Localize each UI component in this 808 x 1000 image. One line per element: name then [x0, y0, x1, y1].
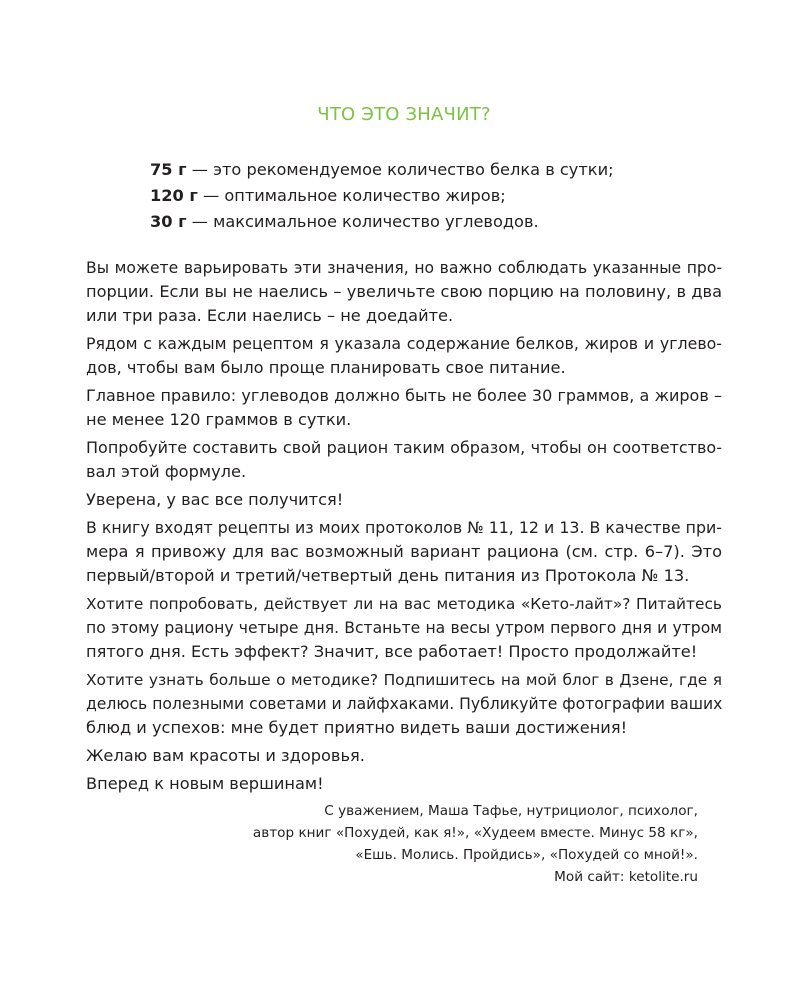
paragraph — [86, 384, 722, 432]
stat-amount: 120 г — [150, 186, 198, 205]
paragraph — [86, 332, 722, 380]
stat-amount: 75 г — [150, 160, 187, 179]
page-heading: ЧТО ЭТО ЗНАЧИТ? — [317, 104, 491, 125]
text-line: Желаю вам красоты и здоровья. — [86, 746, 365, 765]
text-line: Главное правило: углеводов должно быть не более 30 граммов, а жиров – — [86, 386, 722, 405]
text-line: Попробуйте составить свой рацион таким образом, чтобы он соответство- — [86, 438, 722, 457]
text-line: Вперед к новым вершинам! — [86, 774, 324, 793]
stat-protein — [150, 158, 614, 182]
text-line: вал этой формуле. — [86, 462, 247, 481]
signature-line: «Ешь. Молись. Пройдись», «Похудей со мной!». — [355, 847, 698, 863]
text-line: или три раза. Если наелись – не доедайте. — [86, 306, 454, 325]
text-line: делюсь полезными советами и лайфхаками. Публикуйте фотографии ваших — [86, 695, 723, 713]
paragraph — [86, 488, 722, 512]
text-line: первый/второй и третий/четвертый день питания из Протокола № 13. — [86, 566, 690, 585]
stat-amount: 30 г — [150, 212, 187, 231]
text-line: дов, чтобы вам было проще планировать свое питание. — [86, 358, 566, 377]
paragraph — [86, 772, 722, 796]
stat-text: — максимальное количество углеводов. — [186, 212, 539, 231]
text-line: Вы можете варьировать эти значения, но важно соблюдать указанные про- — [86, 259, 722, 277]
stat-fat — [150, 184, 614, 208]
text-line: Уверена, у вас все получится! — [86, 490, 344, 509]
signature-line: С уважением, Маша Тафье, нутрициолог, психолог, — [324, 803, 698, 819]
paragraph — [86, 436, 722, 484]
text-line: пятого дня. Есть эффект? Значит, все работает! Просто продолжайте! — [86, 642, 698, 661]
signature-line: автор книг «Похудей, как я!», «Худеем вместе. Минус 58 кг», — [252, 825, 698, 841]
text-line: В книгу входят рецепты из моих протоколов № 11, 12 и 13. В качестве при- — [86, 518, 722, 537]
paragraph — [86, 256, 722, 328]
macro-stats-list — [150, 158, 614, 236]
paragraph — [86, 744, 722, 768]
intro-block — [86, 256, 722, 436]
stat-text: — оптимальное количество жиров; — [197, 186, 506, 205]
text-line: Рядом с каждым рецептом я указала содержание белков, жиров и углево- — [86, 334, 722, 353]
text-line: Хотите узнать больше о методике? Подпишитесь на мой блог в Дзене, где я — [86, 671, 722, 689]
author-signature — [253, 800, 698, 888]
text-line: по этому рациону четыре дня. Встаньте на весы утром первого дня и утром — [86, 619, 722, 637]
stat-carbs — [150, 210, 614, 234]
paragraph — [86, 592, 722, 664]
paragraph — [86, 516, 722, 588]
website-line: Мой сайт: ketolite.ru — [554, 869, 698, 885]
main-block — [86, 436, 722, 800]
text-line: порции. Если вы не наелись – увеличьте свою порцию на половину, в два — [86, 282, 722, 301]
text-line: мера я привожу для вас возможный вариант рациона (см. стр. 6–7). Это — [86, 542, 722, 561]
paragraph — [86, 668, 722, 740]
stat-text: — это рекомендуемое количество белка в сутки; — [186, 160, 614, 179]
text-line: не менее 120 граммов в сутки. — [86, 410, 352, 429]
text-line: Хотите попробовать, действует ли на вас методика «Кето-лайт»? Питайтесь — [86, 595, 722, 613]
text-line: блюд и успехов: мне будет приятно видеть ваши достижения! — [86, 718, 628, 737]
